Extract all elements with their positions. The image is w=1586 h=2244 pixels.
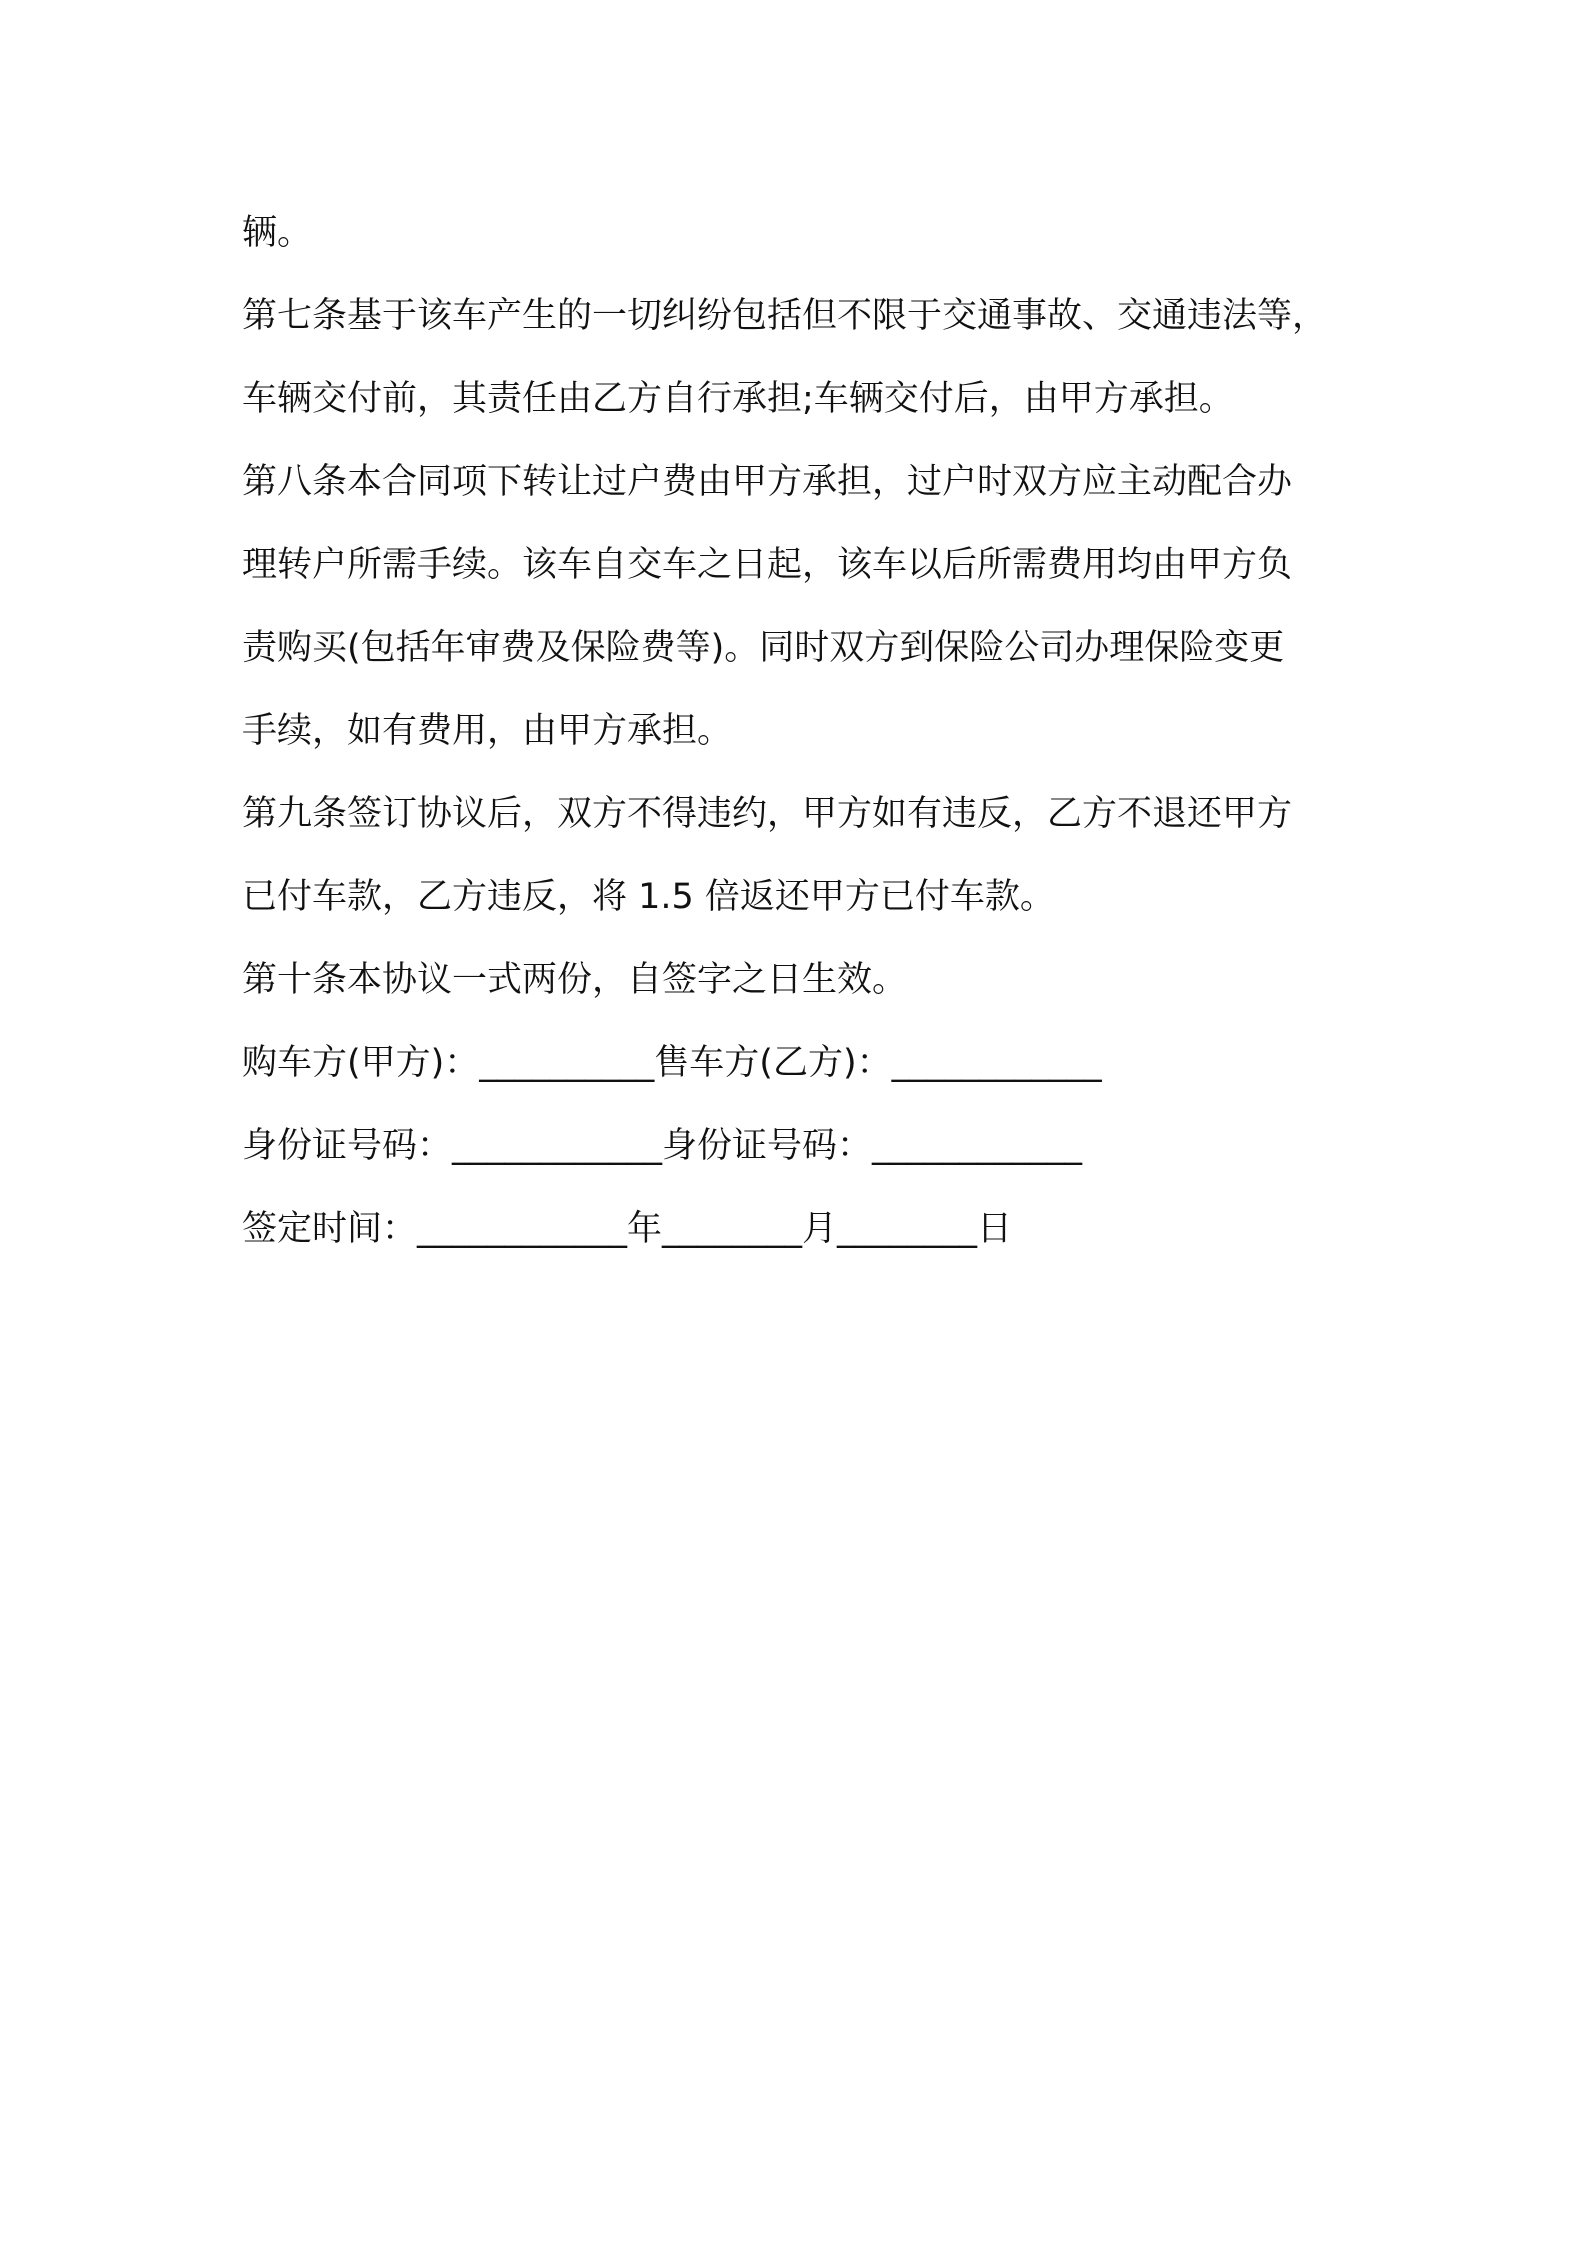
signing-date-line: 签定时间：____________年________月________日 bbox=[242, 1209, 1013, 1249]
article-9-line-2: 已付车款，乙方违反，将 1.5 倍返还甲方已付车款。 bbox=[242, 877, 1055, 917]
article-7-line-1: 第七条基于该车产生的一切纠纷包括但不限于交通事故、交通违法等， bbox=[242, 296, 1328, 336]
id-number-line: 身份证号码：____________身份证号码：____________ bbox=[242, 1126, 1083, 1166]
article-9-line-1: 第九条签订协议后，双方不得违约，甲方如有违反，乙方不退还甲方 bbox=[242, 794, 1293, 834]
article-8-line-1: 第八条本合同项下转让过户费由甲方承担，过户时双方应主动配合办 bbox=[242, 462, 1293, 502]
article-7-line-2: 车辆交付前，其责任由乙方自行承担;车辆交付后，由甲方承担。 bbox=[242, 379, 1234, 419]
article-8-line-2: 理转户所需手续。该车自交车之日起，该车以后所需费用均由甲方负 bbox=[242, 545, 1293, 585]
article-10-line: 第十条本协议一式两份，自签字之日生效。 bbox=[242, 960, 908, 1000]
article-8-line-3: 责购买(包括年审费及保险费等)。同时双方到保险公司办理保险变更 bbox=[242, 628, 1285, 668]
document-body bbox=[242, 192, 1382, 1271]
article-8-line-4: 手续，如有费用，由甲方承担。 bbox=[242, 711, 733, 751]
text-line-continuation: 辆。 bbox=[242, 213, 313, 253]
signature-parties-line: 购车方(甲方)：__________售车方(乙方)：____________ bbox=[242, 1043, 1102, 1083]
